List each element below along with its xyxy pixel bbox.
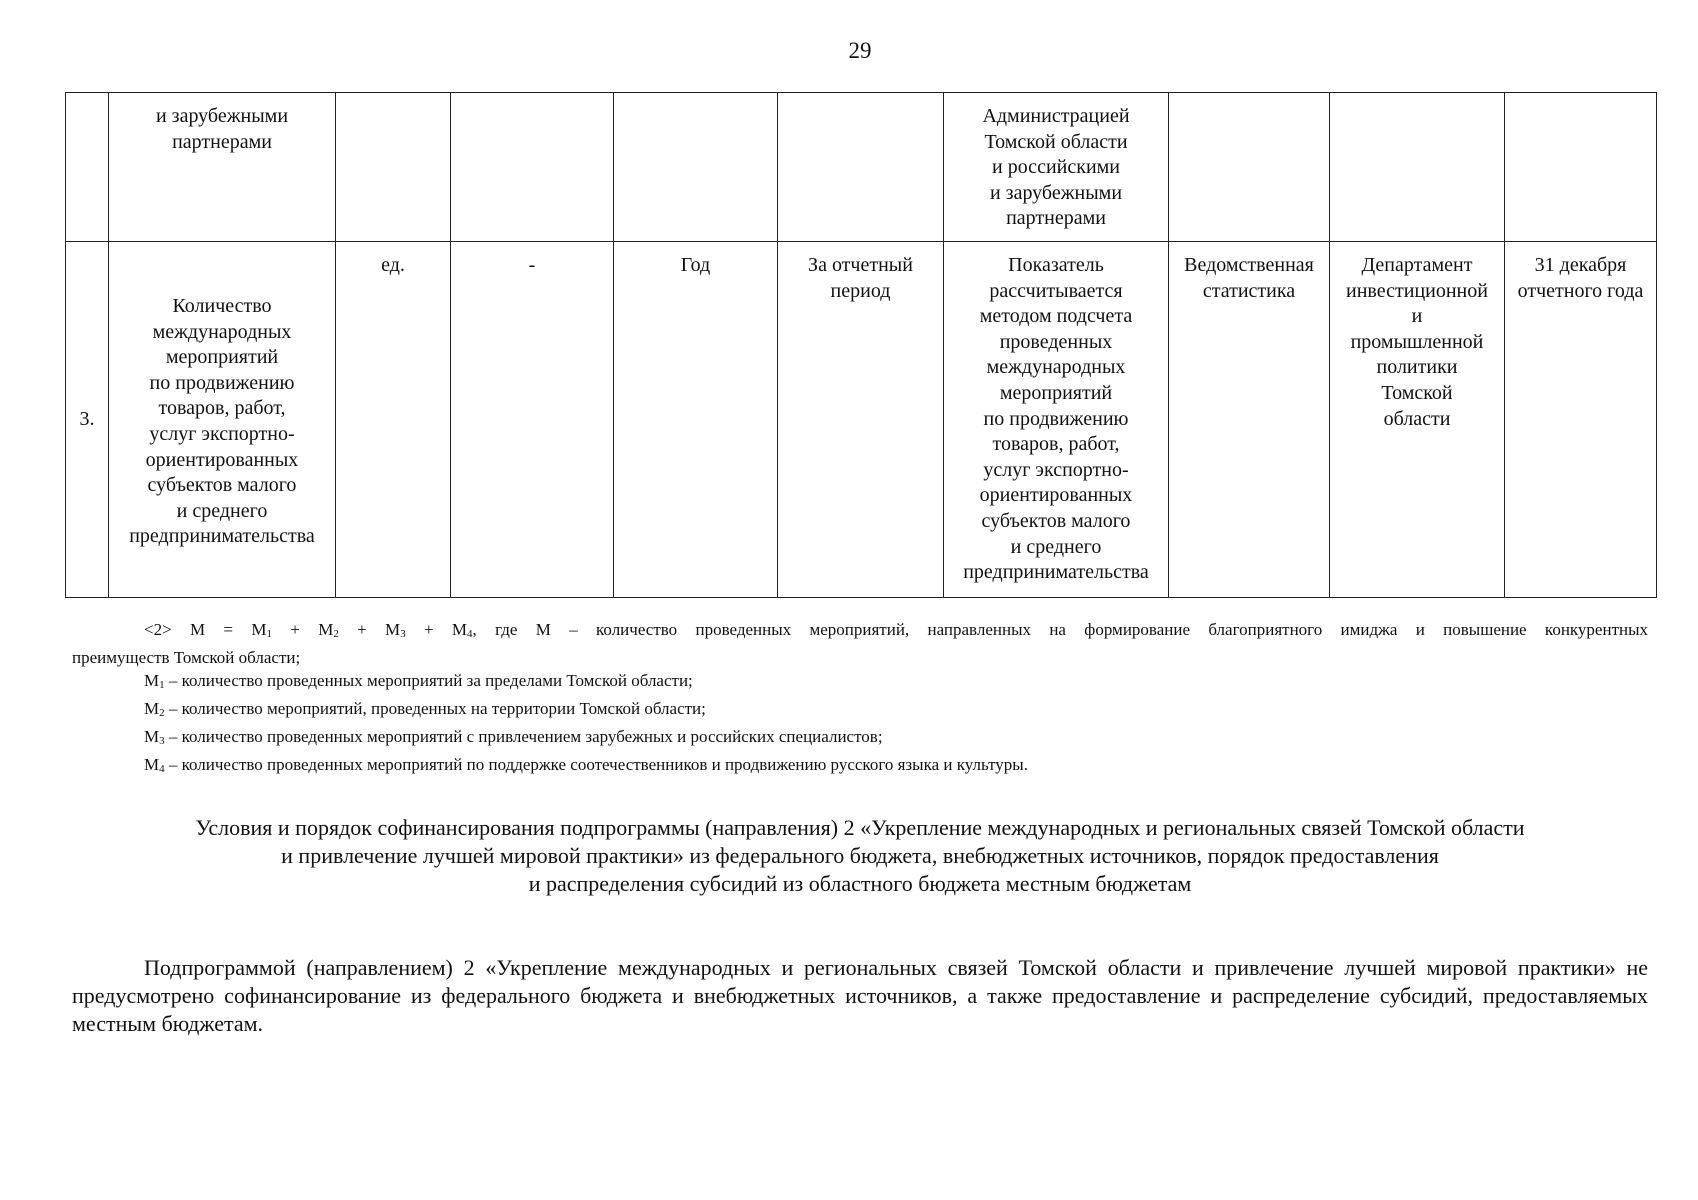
cell-dash: - — [451, 242, 614, 598]
heading-line: и распределения субсидий из областного бюджета местным бюджетам — [528, 871, 1192, 896]
text-line: и зарубежными — [989, 181, 1123, 204]
heading-line: Условия и порядок софинансирования подпрограммы (направления) 2 «Укрепление международных и региональных связей Томской области — [195, 815, 1525, 840]
text-line: Томской — [1381, 381, 1453, 404]
cell-deadline — [1505, 242, 1657, 598]
footnote-formula: $<2> М = М_1 + М_2 + М_3 + М_4$, где М – количество проведенных мероприятий, направленных на формирование благоприятного имиджа и повышение конкурентных — [144, 620, 1649, 640]
text-line: ориентированных — [979, 484, 1133, 507]
text-line: международных — [152, 320, 292, 343]
cell-unit: ед. — [336, 242, 451, 598]
section-heading — [100, 814, 1620, 898]
footnote — [72, 618, 1648, 781]
page-number: 29 — [848, 38, 872, 63]
text-line: Ведомственная — [1184, 254, 1314, 276]
text-line: проведенных — [999, 330, 1113, 353]
text-line: и российскими — [991, 156, 1121, 179]
text-line: партнерами — [172, 130, 272, 153]
text-line: отчетного года — [1517, 279, 1644, 302]
text-line: субъектов малого — [981, 509, 1131, 532]
indicators-table — [65, 92, 1657, 598]
cell-responsible — [1330, 242, 1505, 598]
text-line: 31 декабря — [1534, 254, 1627, 276]
cell-calculation-method — [944, 93, 1169, 242]
text-line: товаров, работ, — [158, 397, 286, 420]
table-row-3 — [66, 242, 1657, 598]
text-line: области — [1383, 407, 1451, 430]
cell-deadline — [1505, 93, 1657, 242]
text-line: услуг экспортно- — [983, 458, 1129, 481]
text-line: субъектов малого — [147, 474, 297, 497]
text-line: и среднего — [1010, 535, 1102, 558]
body-paragraph: Подпрограммой (направлением) 2 «Укрепление международных и региональных связей Томской области и привлечение лучшей мировой практики» не предусмотрено софинансирование из федерального бюджета и внебюджетных источников, а также предоставление и распределение субсидий, предоставляемых местным бюджетам. — [72, 955, 1648, 1036]
table-row-continuation — [66, 93, 1657, 242]
text-line: предпринимательства — [129, 525, 315, 548]
footnote-m2: $М_2$ – количество мероприятий, проведенных на территории Томской области; — [144, 699, 706, 719]
cell-indicator-name — [109, 93, 336, 242]
text-line: политики — [1376, 356, 1458, 379]
cell-time-basis — [778, 93, 944, 242]
text-line: мероприятий — [165, 346, 279, 369]
text-line: Количество — [172, 295, 272, 317]
text-line: период — [830, 279, 891, 302]
cell-data-source — [1169, 242, 1330, 598]
text-line: статистика — [1202, 279, 1296, 302]
footnote-m3: $М_3$ – количество проведенных мероприятий с привлечением зарубежных и российских специалистов; — [144, 727, 883, 747]
text-line: методом подсчета — [979, 305, 1133, 328]
text-line: инвестиционной — [1346, 279, 1488, 302]
text-line: Администрацией — [982, 105, 1130, 127]
text-line: промышленной — [1350, 330, 1484, 353]
text-line: предпринимательства — [963, 561, 1149, 584]
cell-number — [66, 93, 109, 242]
footnote-m4: $М_4$ – количество проведенных мероприятий по поддержке соотечественников и продвижению русского языка и культуры. — [144, 755, 1028, 775]
text-line: Показатель — [1008, 254, 1104, 276]
heading-line: и привлечение лучшей мировой практики» из федерального бюджета, внебюджетных источников, порядок предоставления — [281, 843, 1439, 868]
text-line: ориентированных — [145, 448, 299, 471]
cell-unit — [336, 93, 451, 242]
text-line: по продвижению — [149, 371, 295, 394]
text-line: Департамент — [1361, 254, 1473, 276]
cell-responsible — [1330, 93, 1505, 242]
text-line: услуг экспортно- — [149, 422, 295, 445]
text-line: Томской области — [984, 130, 1128, 153]
footnote-m1: $М_1$ – количество проведенных мероприятий за пределами Томской области; — [144, 671, 693, 691]
text-line: За отчетный — [808, 254, 913, 276]
text-line: партнерами — [1006, 207, 1106, 230]
text-line: товаров, работ, — [992, 433, 1120, 456]
text-line: рассчитывается — [989, 279, 1123, 302]
cell-data-source — [1169, 93, 1330, 242]
text-line: мероприятий — [999, 381, 1113, 404]
cell-number: 3. — [66, 242, 109, 598]
cell-empty — [451, 93, 614, 242]
cell-periodicity — [614, 93, 778, 242]
footnote-formula-end: преимуществ Томской области; — [72, 648, 301, 667]
cell-indicator-name — [109, 242, 336, 598]
text-line: и — [1411, 305, 1423, 328]
text-line: по продвижению — [983, 407, 1129, 430]
text-line: и зарубежными — [155, 105, 289, 127]
cell-calculation-method — [944, 242, 1169, 598]
text-line: международных — [986, 356, 1126, 379]
cell-time-basis — [778, 242, 944, 598]
text-line: и среднего — [176, 499, 268, 522]
cell-periodicity: Год — [614, 242, 778, 598]
